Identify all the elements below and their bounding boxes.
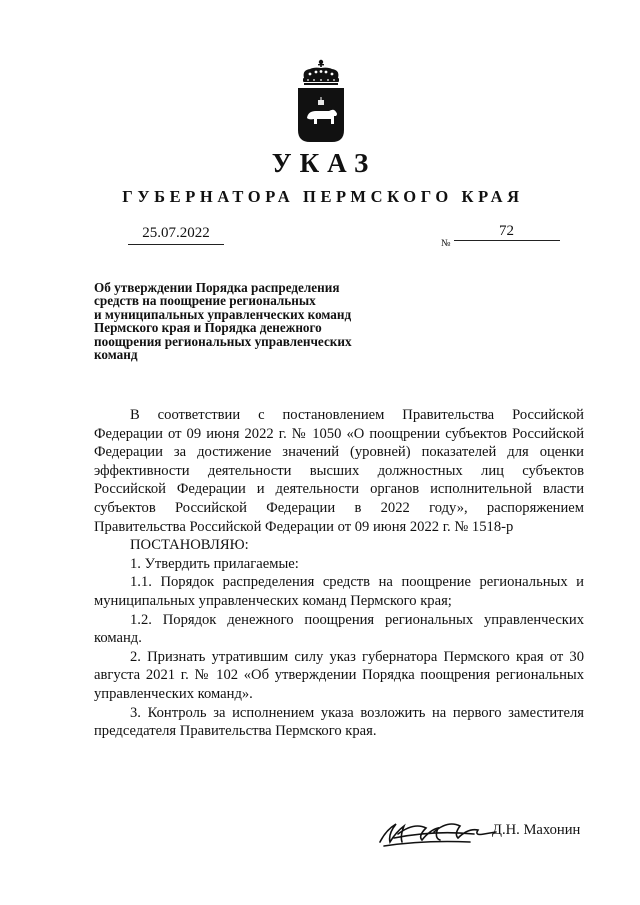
heading-line: Пермского края и Порядка денежного xyxy=(94,320,322,336)
coat-of-arms-icon xyxy=(290,58,352,146)
decree-date: 25.07.2022 xyxy=(128,225,224,245)
signature-icon xyxy=(374,812,500,852)
preamble-paragraph: В соответствии с постановлением Правительства Российской Федерации от 09 июня 2022 г. № 1050 «О поощрении субъектов Российской Федерации за достижение значений (уровней) показателей для оценки эффективности деятельности высших должностных лиц субъектов Российской Федерации и деятельности органов исполнительной власти субъектов Российской Федерации в 2022 году», распоряжением Правительства Российской Федерации от 09 июня 2022 г. № 1518-р xyxy=(94,407,584,535)
heading-line: команд xyxy=(94,347,138,363)
heading-line: поощрения региональных управленческих xyxy=(94,333,352,349)
heading-line: Об утверждении Порядка распределения xyxy=(94,280,340,295)
document-title: УКАЗ xyxy=(271,148,377,178)
decree-heading xyxy=(94,281,424,361)
clause-2: 2. Признать утратившим силу указ губернатора Пермского края от 30 августа 2021 г. № 102 «Об утверждении Порядка поощрения региональных управленческих команд». xyxy=(94,648,584,702)
signer-name: Д.Н. Махонин xyxy=(492,822,581,838)
heading-line: и муниципальных управленческих команд xyxy=(94,306,352,322)
document-subtitle: ГУБЕРНАТОРА ПЕРМСКОГО КРАЯ xyxy=(122,187,524,206)
decree-body xyxy=(94,406,584,741)
heading-line: средств на поощрение региональных xyxy=(94,293,316,309)
clause-3: 3. Контроль за исполнением указа возложить на первого заместителя председателя Правительства Пермского края. xyxy=(94,704,584,740)
number-label: № xyxy=(441,238,451,249)
decree-number: 72 xyxy=(454,223,560,241)
clause-1-2: 1.2. Порядок денежного поощрения региональных управленческих команд. xyxy=(94,611,584,647)
decree-word: ПОСТАНОВЛЯЮ: xyxy=(130,537,249,554)
clause-1-1: 1.1. Порядок распределения средств на поощрение региональных и муниципальных управленческих команд Пермского края; xyxy=(94,574,584,609)
clause-1: 1. Утвердить прилагаемые: xyxy=(130,555,299,572)
